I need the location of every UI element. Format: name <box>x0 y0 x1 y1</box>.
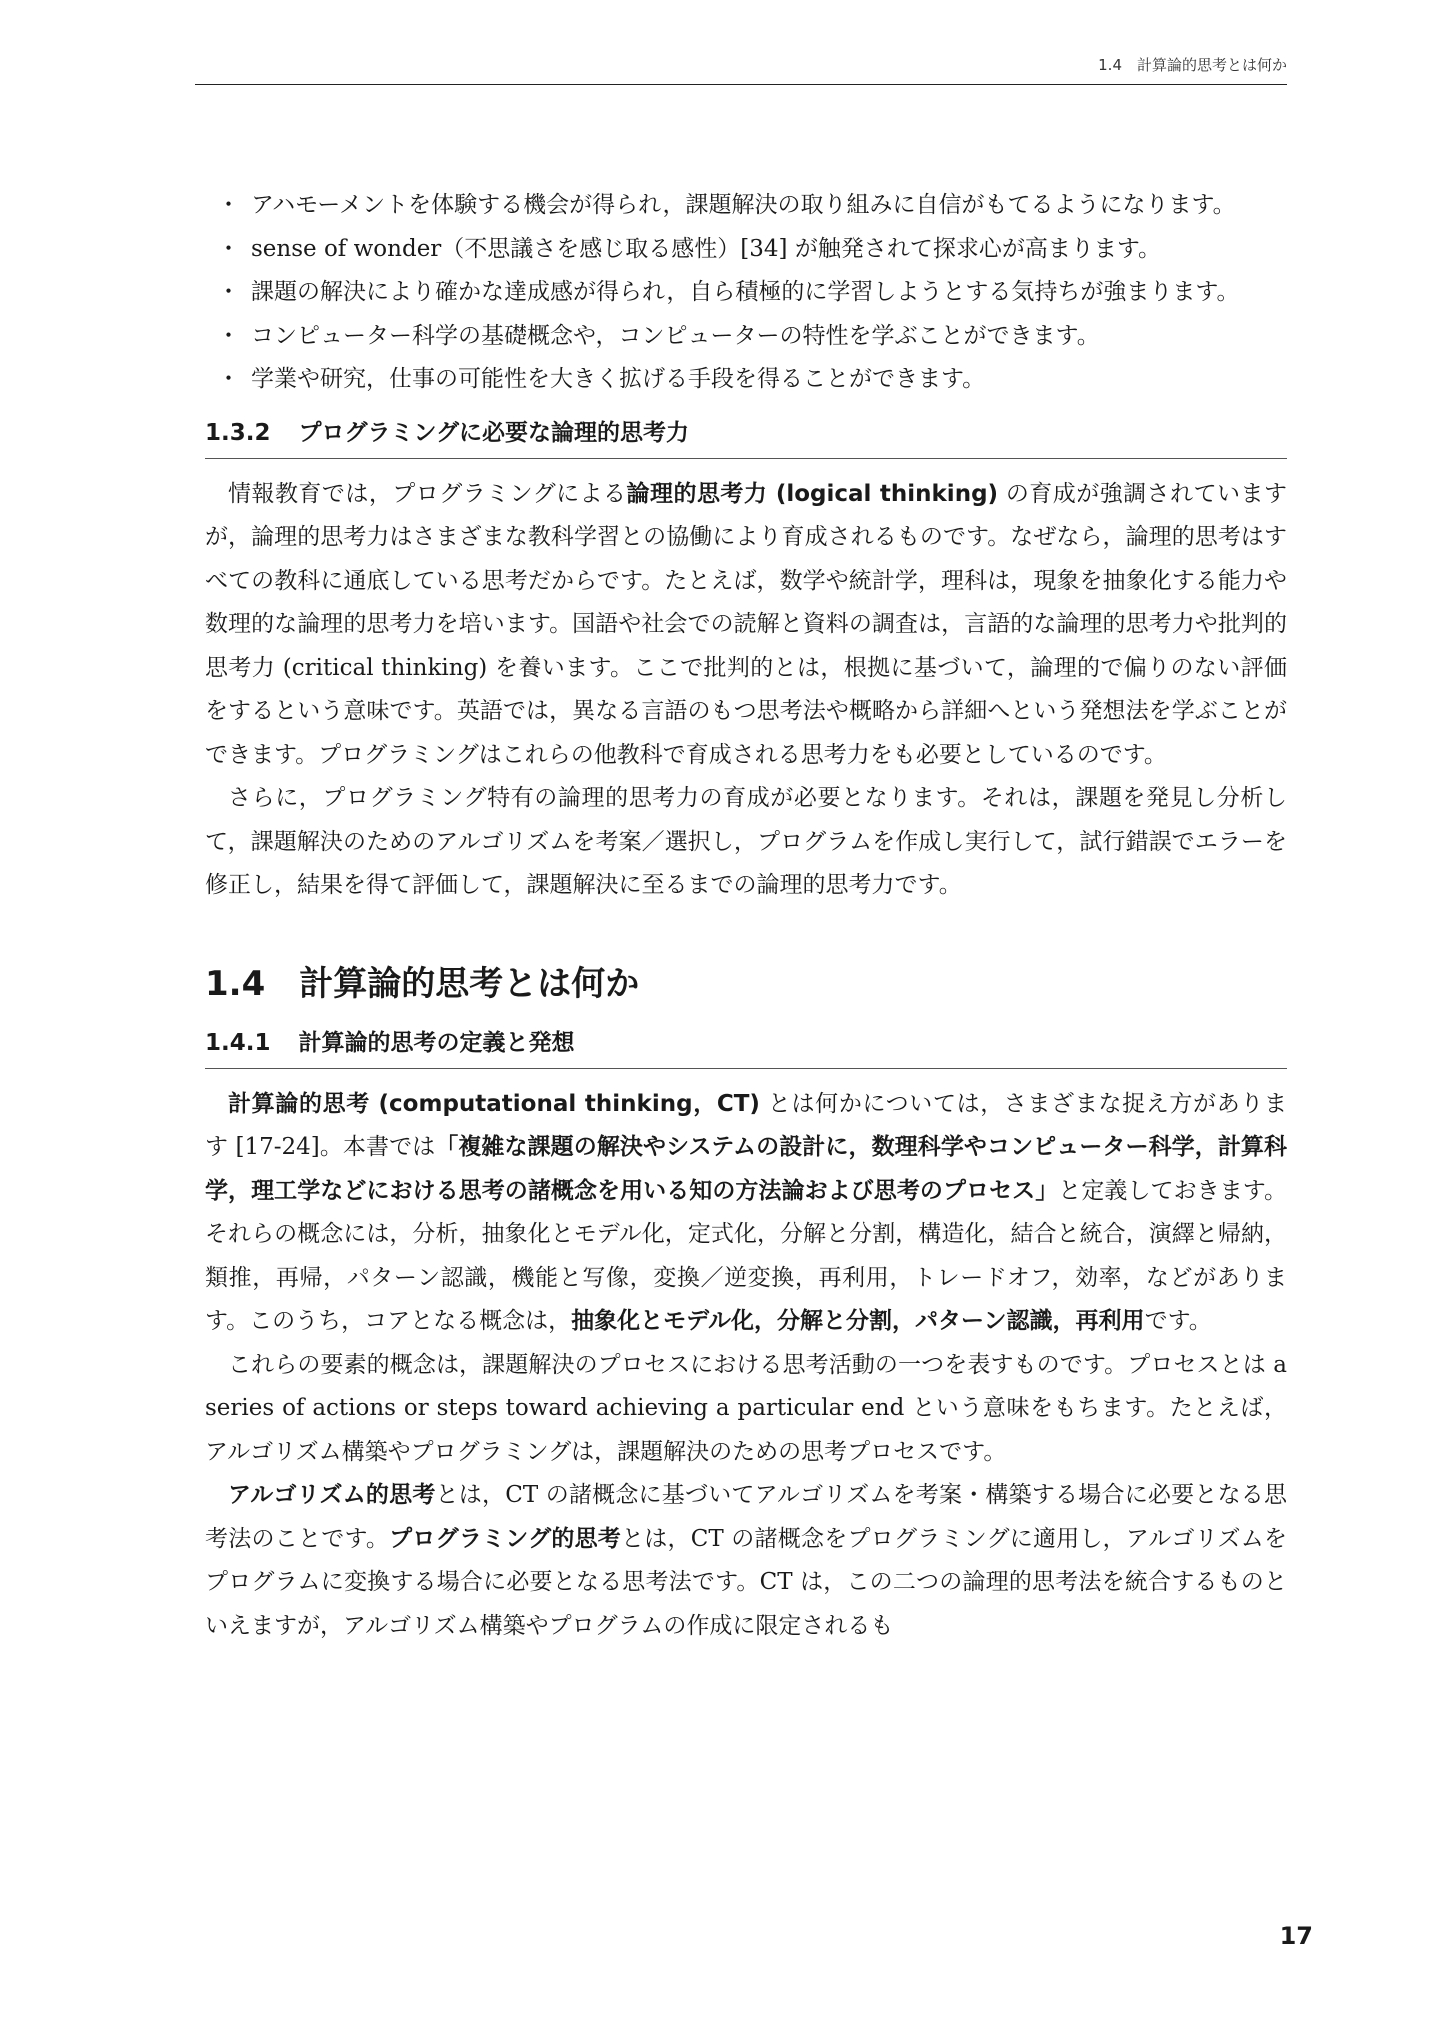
subsection-title: 計算論的思考の定義と発想 <box>298 1029 575 1056</box>
key-term: 計算論的思考 (computational thinking，CT) <box>228 1090 760 1117</box>
bullet-icon: ・ <box>217 192 240 218</box>
key-term: 論理的思考力 (logical thinking) <box>626 480 999 507</box>
list-item: ・ アハモーメントを体験する機会が得られ，課題解決の取り組みに自信がもてるようになります。 <box>205 184 1287 228</box>
page-body <box>205 184 1287 1648</box>
paragraph: 情報教育では，プログラミングによる論理的思考力 (logical thinking) の育成が強調されていますが，論理的思考力はさまざまな教科学習との協働により育成されるものです。なぜなら，論理的思考はすべての教科に通底している思考だからです。たとえば，数学や統計学，理科は，現象を抽象化する能力や数理的な論理的思考力を培います。国語や社会での読解と資料の調査は，言語的な論理的思考力や批判的思考力 (critical thinking) を養います。ここで批判的とは，根拠に基づいて，論理的で偏りのない評価をするという意味です。英語では，異なる言語のもつ思考法や概略から詳細へという発想法を学ぶことができます。プログラミングはこれらの他教科で育成される思考力をも必要としているのです。 <box>205 480 1287 768</box>
paragraph: さらに，プログラミング特有の論理的思考力の育成が必要となります。それは，課題を発見し分析して，課題解決のためのアルゴリズムを考案／選択し，プログラムを作成し実行して，試行錯誤でエラーを修正し，結果を得て評価して，課題解決に至るまでの論理的思考力です。 <box>205 785 1287 898</box>
core-concepts: 抽象化とモデル化，分解と分割，パターン認識，再利用 <box>571 1308 1145 1334</box>
section-number: 1.4 <box>205 963 266 1004</box>
list-item: ・ 課題の解決により確かな達成感が得られ，自ら積極的に学習しようとする気持ちが強まります。 <box>205 271 1287 315</box>
subsection-heading-1-3-2 <box>205 418 1287 459</box>
subsection-number: 1.3.2 <box>205 419 271 446</box>
bullet-icon: ・ <box>217 322 240 349</box>
bullet-icon: ・ <box>217 279 240 305</box>
list-item: ・ コンピューター科学の基礎概念や，コンピューターの特性を学ぶことができます。 <box>205 315 1287 359</box>
paragraph: 計算論的思考 (computational thinking，CT) とは何かについては，さまざまな捉え方があります [17-24]。本書では「複雑な課題の解決やシステムの設計に，数理科学やコンピューター科学，計算科学，理工学などにおける思考の諸概念を用いる知の方法論および思考のプロセス」と定義しておきます。それらの概念には，分析，抽象化とモデル化，定式化，分解と分割，構造化，結合と統合，演繹と帰納，類推，再帰，パターン認識，機能と写像，変換／逆変換，再利用，トレードオフ，効率，などがあります。このうち，コアとなる概念は，抽象化とモデル化，分解と分割，パターン認識，再利用です。 <box>205 1090 1288 1334</box>
section-title: 計算論的思考とは何か <box>299 963 640 1004</box>
page-number: 17 <box>1279 1922 1313 1950</box>
section-heading-1-4 <box>205 964 1287 1004</box>
subsection-title: プログラミングに必要な論理的思考力 <box>298 419 690 446</box>
bullet-icon: ・ <box>217 235 240 262</box>
paragraph: これらの要素的概念は，課題解決のプロセスにおける思考活動の一つを表すものです。プロセスとは a series of actions or steps toward achieving a particular end という意味をもちます。たとえば，アルゴリズム構築やプログラミングは，課題解決のための思考プロセスです。 <box>205 1351 1287 1465</box>
subsection-number: 1.4.1 <box>205 1029 271 1056</box>
running-header <box>195 50 1287 85</box>
subsection-heading-1-4-1 <box>205 1028 1287 1069</box>
paragraph: アルゴリズム的思考とは，CT の諸概念に基づいてアルゴリズムを考案・構築する場合に必要となる思考法のことです。プログラミング的思考とは，CT の諸概念をプログラミングに適用し，アルゴリズムをプログラムに変換する場合に必要となる思考法です。CT は，この二つの論理的思考法を統合するものといえますが，アルゴリズム構築やプログラムの作成に限定されるも <box>205 1482 1288 1639</box>
key-term: アルゴリズム的思考 <box>228 1482 436 1508</box>
benefits-list <box>205 184 1287 402</box>
bullet-icon: ・ <box>217 366 240 392</box>
running-header-title: 1.4 計算論的思考とは何か <box>1098 56 1287 74</box>
list-item: ・ sense of wonder（不思議さを感じ取る感性）[34] が触発されて探求心が高まります。 <box>205 228 1287 272</box>
definition-quote: 「複雑な課題の解決やシステムの設計に，数理科学やコンピューター科学，計算科学，理工学などにおける思考の諸概念を用いる知の方法論および思考のプロセス」 <box>205 1134 1288 1204</box>
key-term: プログラミング的思考 <box>389 1525 622 1552</box>
list-item: ・ 学業や研究，仕事の可能性を大きく拡げる手段を得ることができます。 <box>205 358 1287 402</box>
